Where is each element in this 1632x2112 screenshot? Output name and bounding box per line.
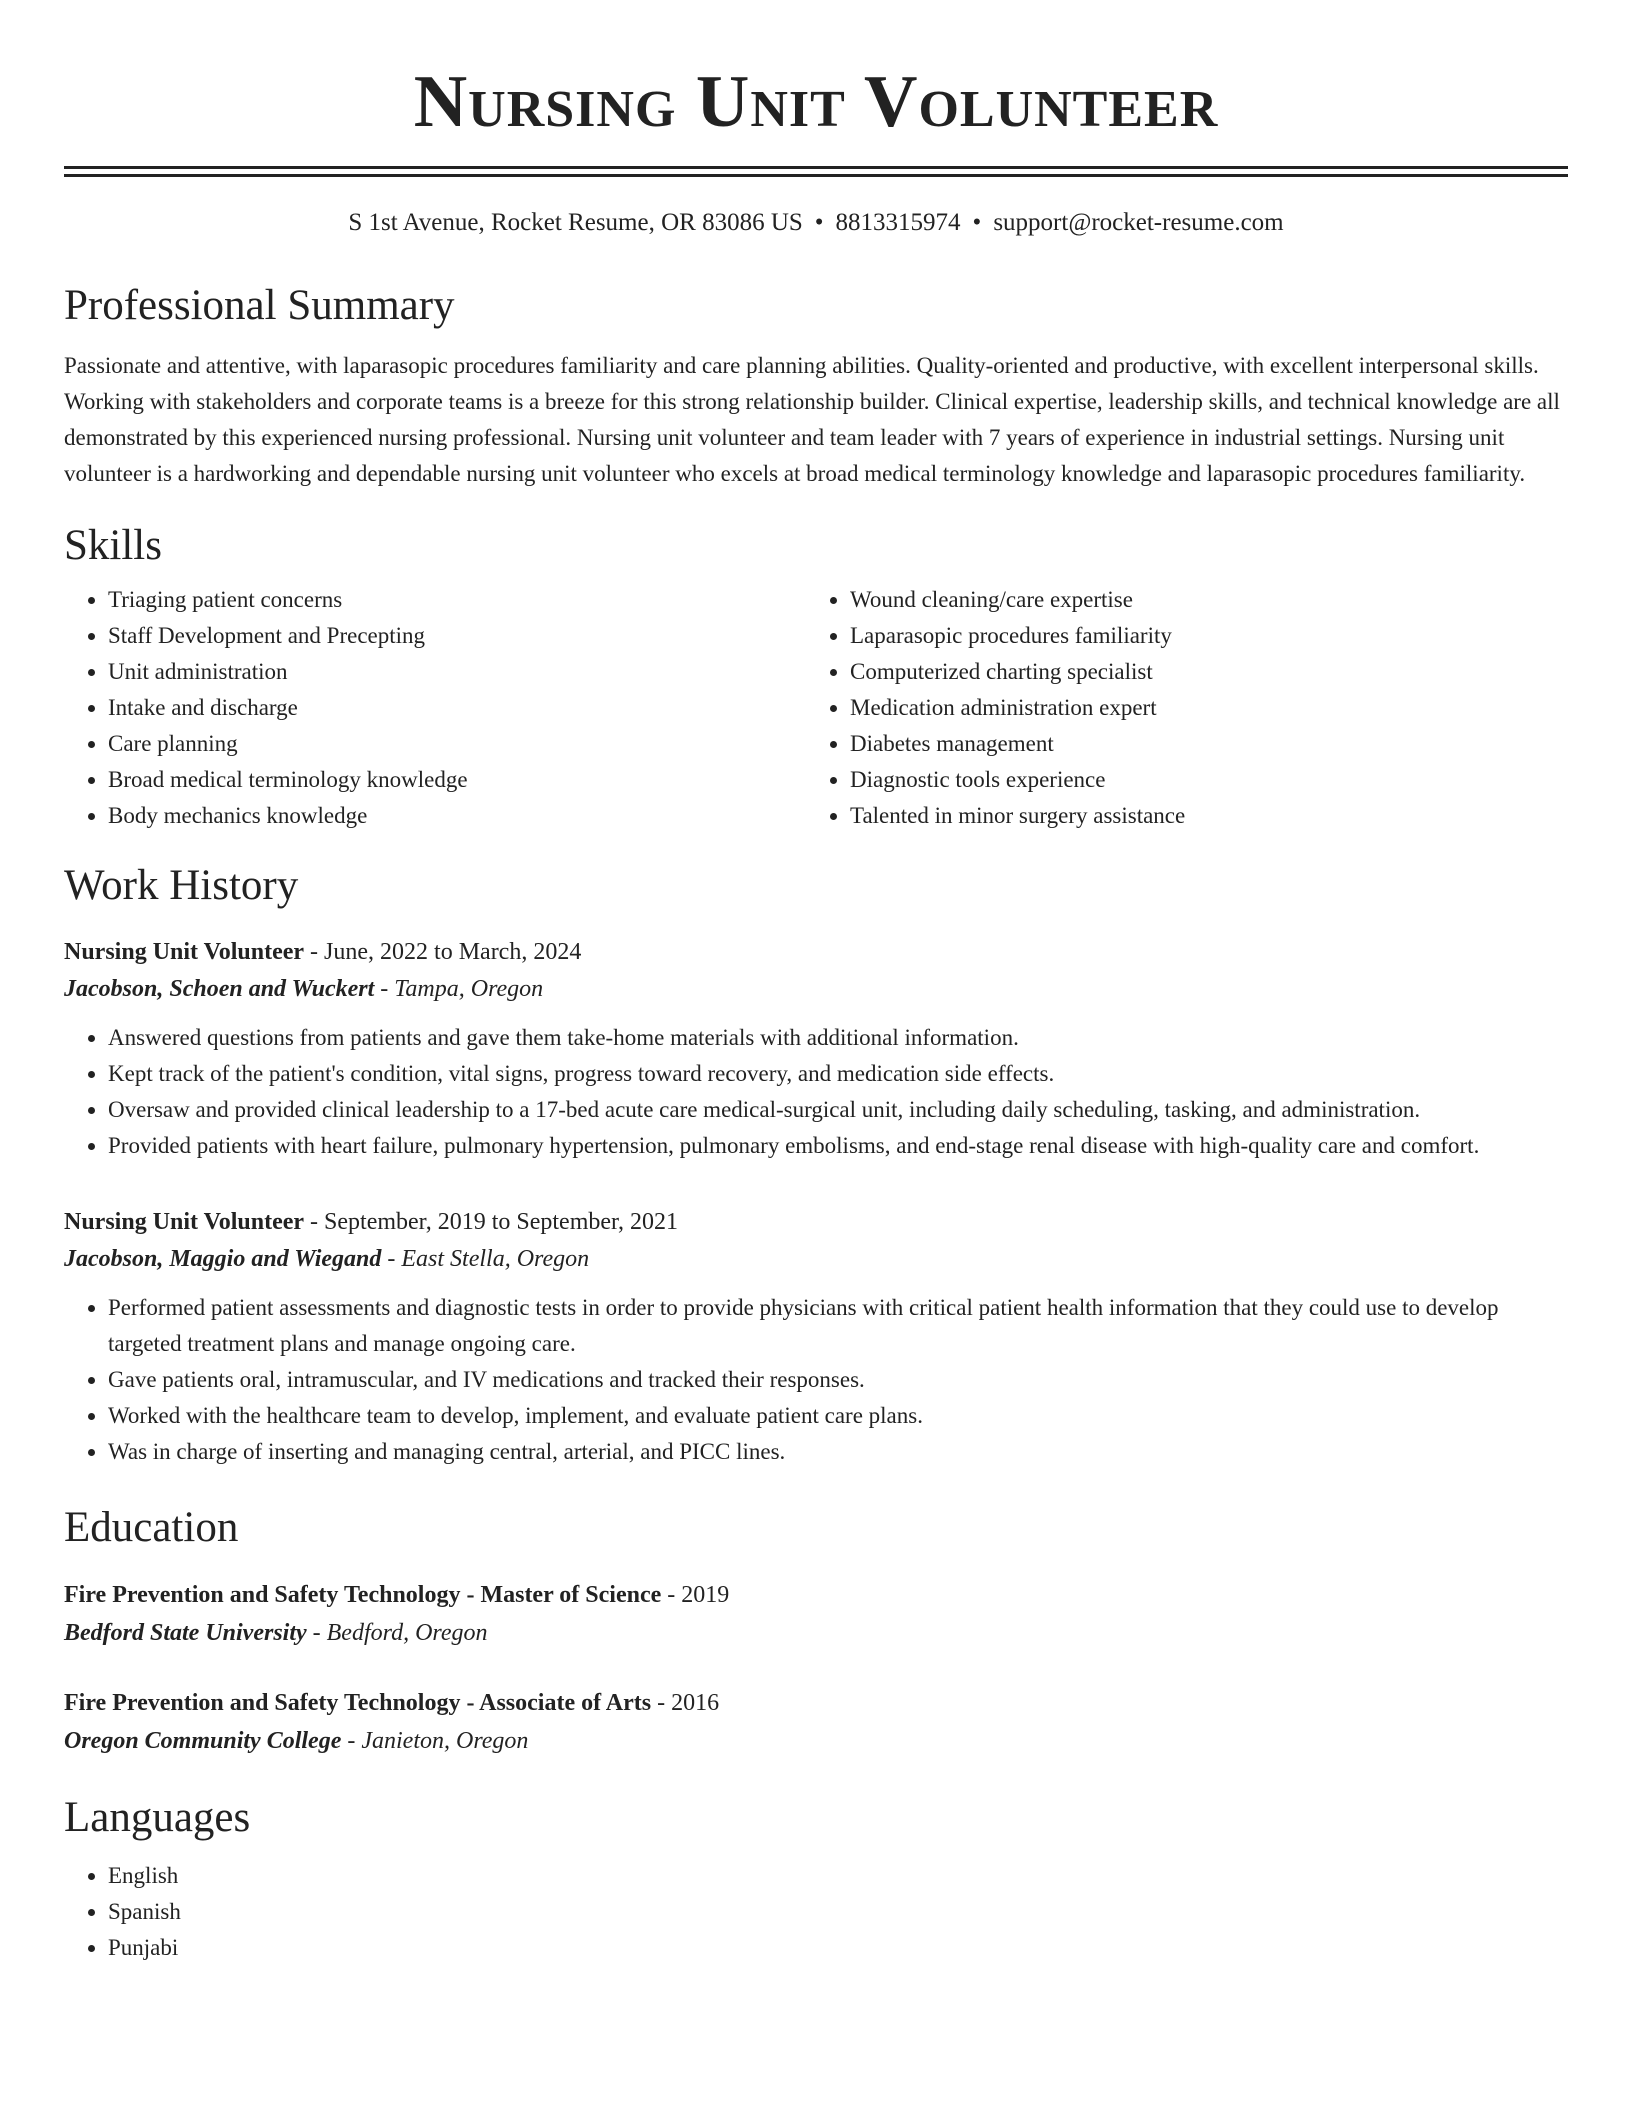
job-title: Nursing Unit Volunteer [64, 939, 305, 965]
summary-text: Passionate and attentive, with laparasopic procedures familiarity and care planning abilities. Quality-oriented and productive, with excellent interpersonal skills. Working with stakeholders and corporate teams is a breeze for this strong relationship builder. Clinical expertise, leadership skills, and technical knowledge are all demonstrated by this experienced nursing professional. Nursing unit volunteer and team leader with 7 years of experience in industrial settings. Nursing unit volunteer is a hardworking and dependable nursing unit volunteer who excels at broad medical terminology knowledge and laparasopic procedures familiarity. [64, 353, 1560, 486]
job-title-line [64, 934, 1568, 970]
education-degree-line [64, 1576, 1568, 1614]
job-company-line [64, 970, 1568, 1008]
education-entry [64, 1684, 1568, 1760]
skill-item: • Laparasopic procedures familiarity [850, 618, 1548, 654]
section-heading-skills: Skills [64, 522, 162, 569]
skills-columns [64, 582, 1568, 834]
languages-list [64, 1858, 1568, 1966]
resume-page [64, 0, 1568, 1966]
job-company: Jacobson, Schoen and Wuckert [64, 976, 375, 1002]
job-bullet: • Gave patients oral, intramuscular, and IV medications and tracked their responses. [108, 1362, 1568, 1398]
job-bullets [64, 1290, 1568, 1470]
section-heading-summary: Professional Summary [64, 282, 455, 329]
skill-item: • Body mechanics knowledge [108, 798, 806, 834]
education-location: - Bedford, Oregon [306, 1620, 488, 1646]
education-school-line [64, 1614, 1568, 1652]
job-entry [64, 934, 1568, 1164]
education-school: Oregon Community College [64, 1728, 342, 1754]
job-bullets [64, 1020, 1568, 1164]
skill-item: • Broad medical terminology knowledge [108, 762, 806, 798]
contact-email[interactable]: support@rocket-resume.com [993, 209, 1284, 236]
skill-item: • Triaging patient concerns [108, 582, 806, 618]
language-item: • Spanish [108, 1894, 1568, 1930]
skill-item: • Intake and discharge [108, 690, 806, 726]
job-company-line [64, 1240, 1568, 1278]
skill-item: • Care planning [108, 726, 806, 762]
contact-line [64, 208, 1568, 238]
job-title-line [64, 1204, 1568, 1240]
skill-item: • Unit administration [108, 654, 806, 690]
job-dates: - June, 2022 to March, 2024 [304, 939, 582, 965]
skill-item: • Diagnostic tools experience [850, 762, 1548, 798]
job-company: Jacobson, Maggio and Wiegand [64, 1246, 382, 1272]
section-heading-languages: Languages [64, 1794, 251, 1841]
contact-address: S 1st Avenue, Rocket Resume, OR 83086 US [348, 209, 803, 236]
education-school: Bedford State University [64, 1620, 307, 1646]
skill-item: • Wound cleaning/care expertise [850, 582, 1548, 618]
resume-name: Nursing Unit Volunteer [413, 61, 1219, 143]
skill-item: • Staff Development and Precepting [108, 618, 806, 654]
skill-item: • Diabetes management [850, 726, 1548, 762]
job-bullet: • Oversaw and provided clinical leadership to a 17-bed acute care medical-surgical unit, including daily scheduling, tasking, and administration. [108, 1092, 1568, 1128]
job-title: Nursing Unit Volunteer [64, 1209, 305, 1235]
job-bullet: • Performed patient assessments and diagnostic tests in order to provide physicians with critical patient health information that they could use to develop targeted treatment plans and manage ongoing care. [108, 1290, 1568, 1362]
education-location: - Janieton, Oregon [341, 1728, 529, 1754]
job-bullet: • Worked with the healthcare team to develop, implement, and evaluate patient care plans. [108, 1398, 1568, 1434]
contact-separator: • [972, 209, 982, 236]
language-item: • English [108, 1858, 1568, 1894]
education-degree: Fire Prevention and Safety Technology - Master of Science [64, 1582, 662, 1608]
section-heading-work-history: Work History [64, 862, 299, 909]
skills-list-left [64, 582, 806, 834]
header-double-rule [64, 166, 1568, 177]
job-dates: - September, 2019 to September, 2021 [304, 1209, 679, 1235]
skills-list-right [806, 582, 1548, 834]
job-location: - East Stella, Oregon [381, 1246, 590, 1272]
skill-item: • Talented in minor surgery assistance [850, 798, 1548, 834]
education-year: - 2016 [651, 1690, 720, 1716]
language-item: • Punjabi [108, 1930, 1568, 1966]
education-degree-line [64, 1684, 1568, 1722]
job-bullet: • Was in charge of inserting and managing central, arterial, and PICC lines. [108, 1434, 1568, 1470]
contact-phone[interactable]: 8813315974 [835, 209, 961, 236]
skill-item: • Medication administration expert [850, 690, 1548, 726]
education-degree: Fire Prevention and Safety Technology - Associate of Arts [64, 1690, 652, 1716]
job-entry [64, 1204, 1568, 1470]
education-school-line [64, 1722, 1568, 1760]
contact-separator: • [814, 209, 824, 236]
education-entry [64, 1576, 1568, 1652]
job-bullet: • Answered questions from patients and gave them take-home materials with additional information. [108, 1020, 1568, 1056]
skill-item: • Computerized charting specialist [850, 654, 1548, 690]
education-year: - 2019 [661, 1582, 730, 1608]
section-heading-education: Education [64, 1504, 239, 1551]
job-bullet: • Kept track of the patient's condition, vital signs, progress toward recovery, and medication side effects. [108, 1056, 1568, 1092]
job-bullet: • Provided patients with heart failure, pulmonary hypertension, pulmonary embolisms, and end-stage renal disease with high-quality care and comfort. [108, 1128, 1568, 1164]
job-location: - Tampa, Oregon [374, 976, 544, 1002]
